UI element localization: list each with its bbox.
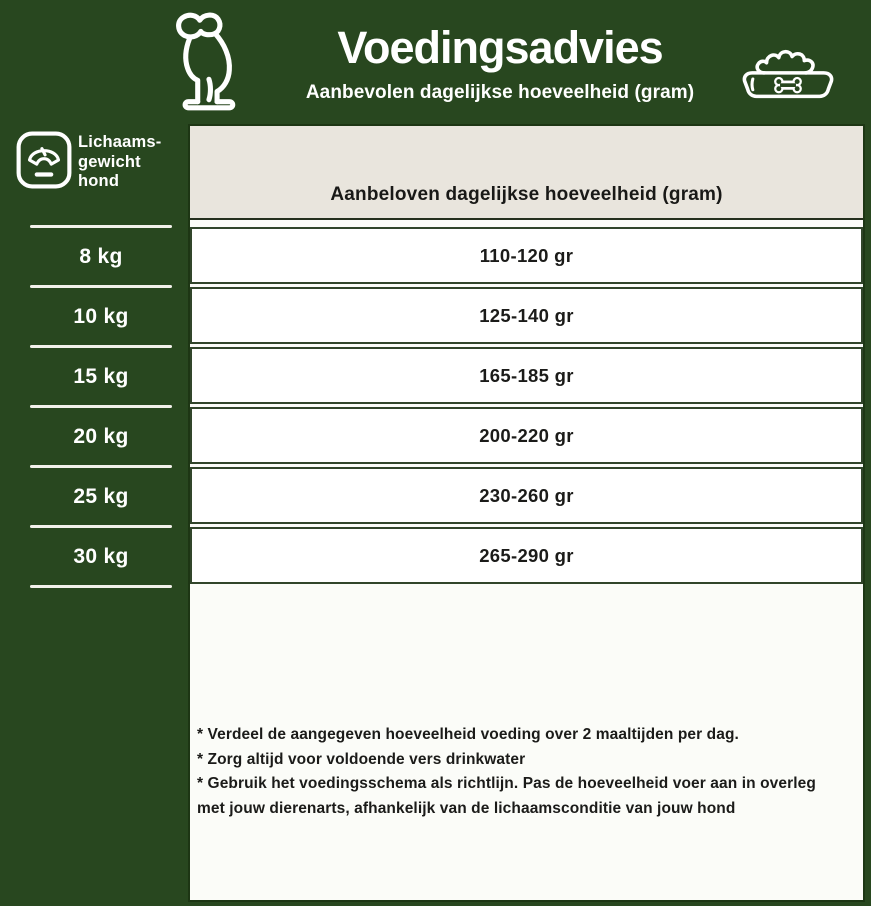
weight-label: 10 kg — [73, 304, 129, 328]
footnote: * Zorg altijd voor voldoende vers drinkwater — [197, 750, 526, 768]
table-row: 125-140 gr — [190, 287, 863, 344]
weight-label: 20 kg — [73, 424, 129, 448]
row-header-line: Lichaams- — [78, 133, 162, 151]
page-title: Voedingsadvies — [337, 22, 663, 73]
table-row: 265-290 gr — [190, 527, 863, 584]
row-header-line: hond — [78, 172, 120, 190]
footnote: * Gebruik het voedingsschema als richtlijn. Pas de hoeveelheid voer aan in overleg met jouw dierenarts, afhankelijk van de lichaamsconditie van jouw hond — [197, 775, 816, 817]
weight-label: 8 kg — [79, 244, 123, 268]
dog-food-bowl-icon — [738, 42, 838, 114]
header — [215, 24, 785, 104]
page-subtitle: Aanbevolen dagelijkse hoeveelheid (gram) — [305, 82, 695, 104]
amount-rows — [190, 227, 863, 587]
table-row: 200-220 gr — [190, 407, 863, 464]
weight-label: 15 kg — [73, 364, 129, 388]
weight-label: 30 kg — [73, 544, 129, 568]
table-row: 230-260 gr — [190, 467, 863, 524]
table-row: 110-120 gr — [190, 227, 863, 284]
row-header-line: gewicht — [78, 152, 141, 171]
footnotes — [197, 723, 847, 821]
separator-line — [30, 585, 172, 588]
footnote: * Verdeel de aangegeven hoeveelheid voeding over 2 maaltijden per dag. — [197, 726, 739, 743]
table-row: 165-185 gr — [190, 347, 863, 404]
row-header-label — [78, 133, 188, 192]
feeding-table-panel — [188, 124, 865, 902]
weight-label: 25 kg — [73, 484, 129, 508]
weight-scale-icon — [16, 131, 72, 189]
column-header: Aanbeloven dagelijkse hoeveelheid (gram) — [190, 126, 863, 220]
